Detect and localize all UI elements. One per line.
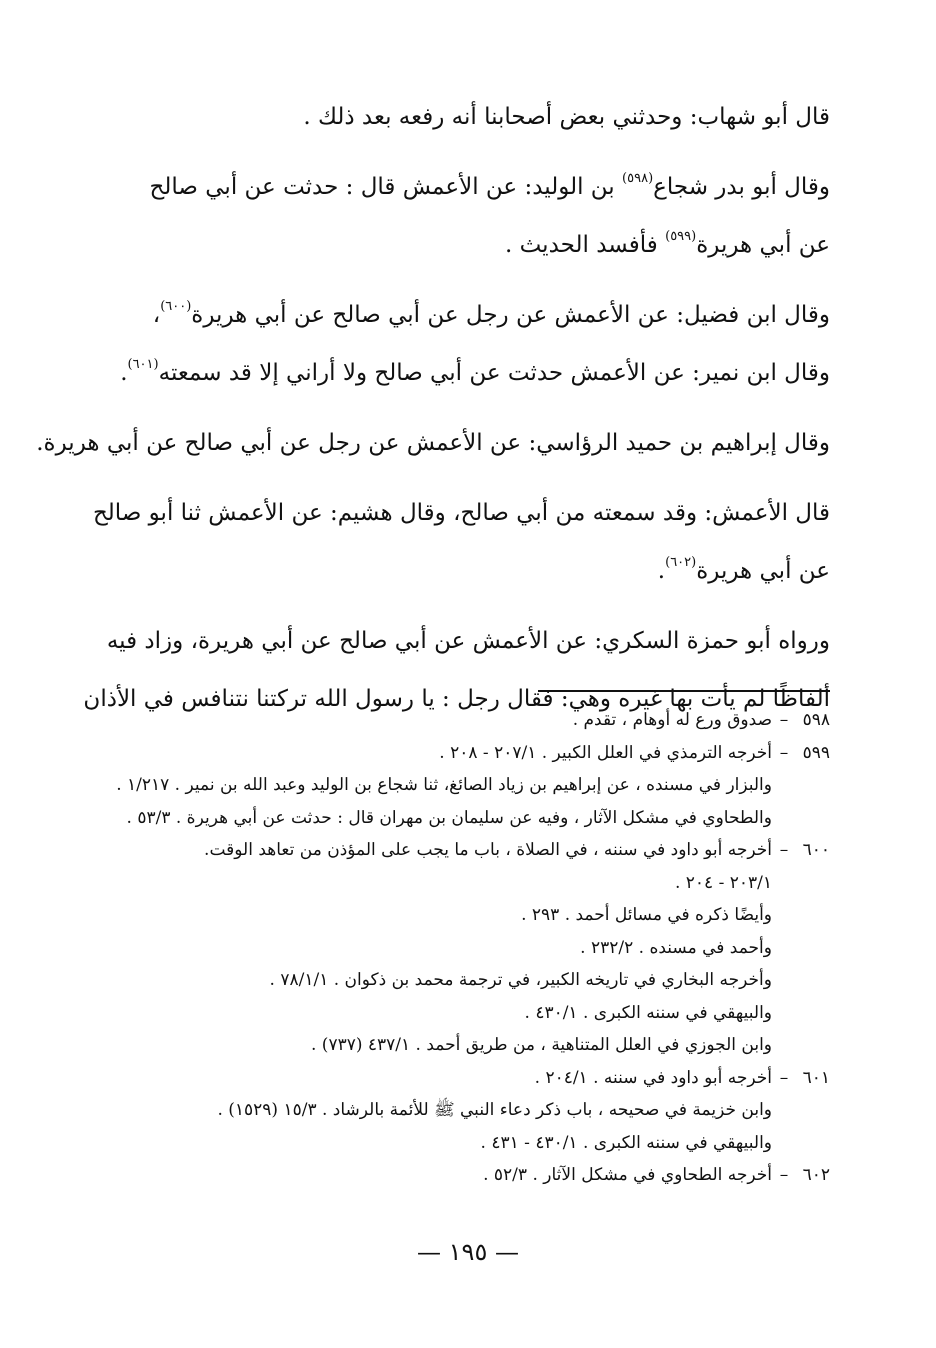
- footnote-continuation: [106, 867, 830, 900]
- footnote-text: والبيهقي في سننه الكبرى . ٤٣٠/١ - ٤٣١ .: [480, 1132, 772, 1153]
- footnote-text: وأخرجه البخاري في تاريخه الكبير، في ترجمة محمد بن ذكوان . ٧٨/١/١ .: [269, 970, 772, 990]
- footnote-text: وابن الجوزي في العلل المتناهية ، من طريق أحمد . ٤٣٧/١ (٧٣٧) .: [310, 1035, 772, 1055]
- footnote-dash: –: [779, 840, 789, 860]
- text-line: قال أبو شهاب: وحدثني بعض أصحابنا أنه رفعه بعد ذلك .: [303, 104, 830, 130]
- main-text: [36, 88, 830, 728]
- footnote-dash: –: [779, 1067, 789, 1088]
- footnote-text: أخرجه أبو داود في سننه ، في الصلاة ، باب ما يجب على المؤذن من تعاهد الوقت.: [204, 840, 772, 860]
- footnote-ref[interactable]: (٥٩٨): [622, 171, 654, 186]
- footnote-text: والطحاوي في مشكل الآثار ، وفيه عن سليمان بن مهران قال : حدثت عن أبي هريرة . ٥٣/٣ .: [126, 807, 772, 828]
- footnote-continuation: [106, 899, 830, 932]
- footnote-text: والبزار في مسنده ، عن إبراهيم بن زياد الصائغ، ثنا شجاع بن الوليد وعبد الله بن نمير . ١/٢١٧ .: [116, 775, 772, 795]
- text-line: وقال ابن فضيل: عن الأعمش عن رجل عن أبي صالح عن أبي هريرة$^{(٦٠٠)}$،: [152, 299, 830, 328]
- footnote-text: وأحمد في مسنده . ٢٣٢/٢ .: [580, 937, 772, 958]
- footnote-continuation: [106, 964, 830, 997]
- footnote-text: أخرجه الترمذي في العلل الكبير . ٢٠٧/١ - ٢٠٨ .: [439, 742, 772, 763]
- text-line: عن أبي هريرة$^{(٥٩٩)}$ فأفسد الحديث .: [504, 229, 830, 258]
- text-line: عن أبي هريرة$^{(٦٠٢)}$.: [657, 555, 830, 584]
- footnote-number: ٥٩٩: [802, 742, 830, 763]
- paragraph-3: [106, 286, 830, 402]
- text-line: وقال ابن نمير: عن الأعمش حدثت عن أبي صالح ولا أراني إلا قد سمعته$^{(٦٠١)}$.: [120, 357, 830, 386]
- text-line: ألفاظًا لم يأت بها غيره وهي: فقال رجل : يا رسول الله تركتنا نتنافس في الأذان: [83, 686, 830, 712]
- footnote-dash: –: [779, 742, 789, 763]
- footnote-ref[interactable]: (٦٠٠): [160, 299, 192, 314]
- footnote-continuation: [106, 1094, 830, 1127]
- paragraph-4: [36, 414, 830, 472]
- footnote-ref[interactable]: (٦٠١): [127, 357, 159, 372]
- text-line: ورواه أبو حمزة السكري: عن الأعمش عن أبي صالح عن أبي هريرة، وزاد فيه: [106, 628, 830, 654]
- footnote-continuation: [106, 1127, 830, 1160]
- footnote-text: ٢٠٣/١ - ٢٠٤ .: [674, 872, 772, 893]
- footnote-text: وأيضًا ذكره في مسائل أحمد . ٢٩٣ .: [521, 905, 772, 925]
- paragraph-2: [106, 158, 830, 274]
- footnote-598: [106, 704, 830, 737]
- footnote-ref[interactable]: (٥٩٩): [665, 229, 697, 244]
- footnote-number: ٦٠٢: [802, 1165, 830, 1185]
- footnote-continuation: [106, 802, 830, 835]
- footnote-text: أخرجه أبو داود في سننه . ٢٠٤/١ .: [534, 1067, 772, 1088]
- paragraph-1: [106, 88, 830, 146]
- footnote-number: ٦٠١: [802, 1067, 830, 1088]
- footnote-text: وابن خزيمة في صحيحه ، باب ذكر دعاء النبي ﷺ للأئمة بالرشاد . ١٥/٣ (١٥٢٩) .: [217, 1100, 772, 1120]
- footnote-dash: –: [779, 710, 789, 730]
- footnote-dash: –: [779, 1165, 789, 1185]
- text-line: وقال أبو بدر شجاع$^{(٥٩٨)}$ بن الوليد: عن الأعمش قال : حدثت عن أبي صالح: [149, 171, 830, 200]
- footnote-number: ٦٠٠: [802, 840, 830, 860]
- footnote-text: أخرجه الطحاوي في مشكل الآثار . ٥٢/٣ .: [483, 1165, 772, 1185]
- page-number: — ١٩٥ —: [417, 1238, 519, 1266]
- footnote-601: [106, 1062, 830, 1095]
- footnote-text: والبيهقي في سننه الكبرى . ٤٣٠/١ .: [524, 1002, 772, 1023]
- footnote-continuation: [106, 997, 830, 1030]
- footnote-599: [106, 737, 830, 770]
- paragraph-5: [92, 484, 830, 600]
- text-line: قال الأعمش: وقد سمعته من أبي صالح، وقال هشيم: عن الأعمش ثنا أبو صالح: [92, 500, 830, 526]
- footnote-divider: [538, 690, 830, 692]
- footnote-602: [106, 1159, 830, 1192]
- footnotes: [106, 704, 830, 1192]
- footnote-continuation: [106, 1029, 830, 1062]
- footnote-text: صدوق ورع له أوهام ، تقدم .: [572, 710, 772, 730]
- footnote-continuation: [106, 932, 830, 965]
- footnote-ref[interactable]: (٦٠٢): [665, 555, 697, 570]
- text-line: وقال إبراهيم بن حميد الرؤاسي: عن الأعمش عن رجل عن أبي صالح عن أبي هريرة.: [36, 430, 830, 456]
- footnote-continuation: [106, 769, 830, 802]
- footnote-number: ٥٩٨: [802, 710, 830, 730]
- footnote-600: [106, 834, 830, 867]
